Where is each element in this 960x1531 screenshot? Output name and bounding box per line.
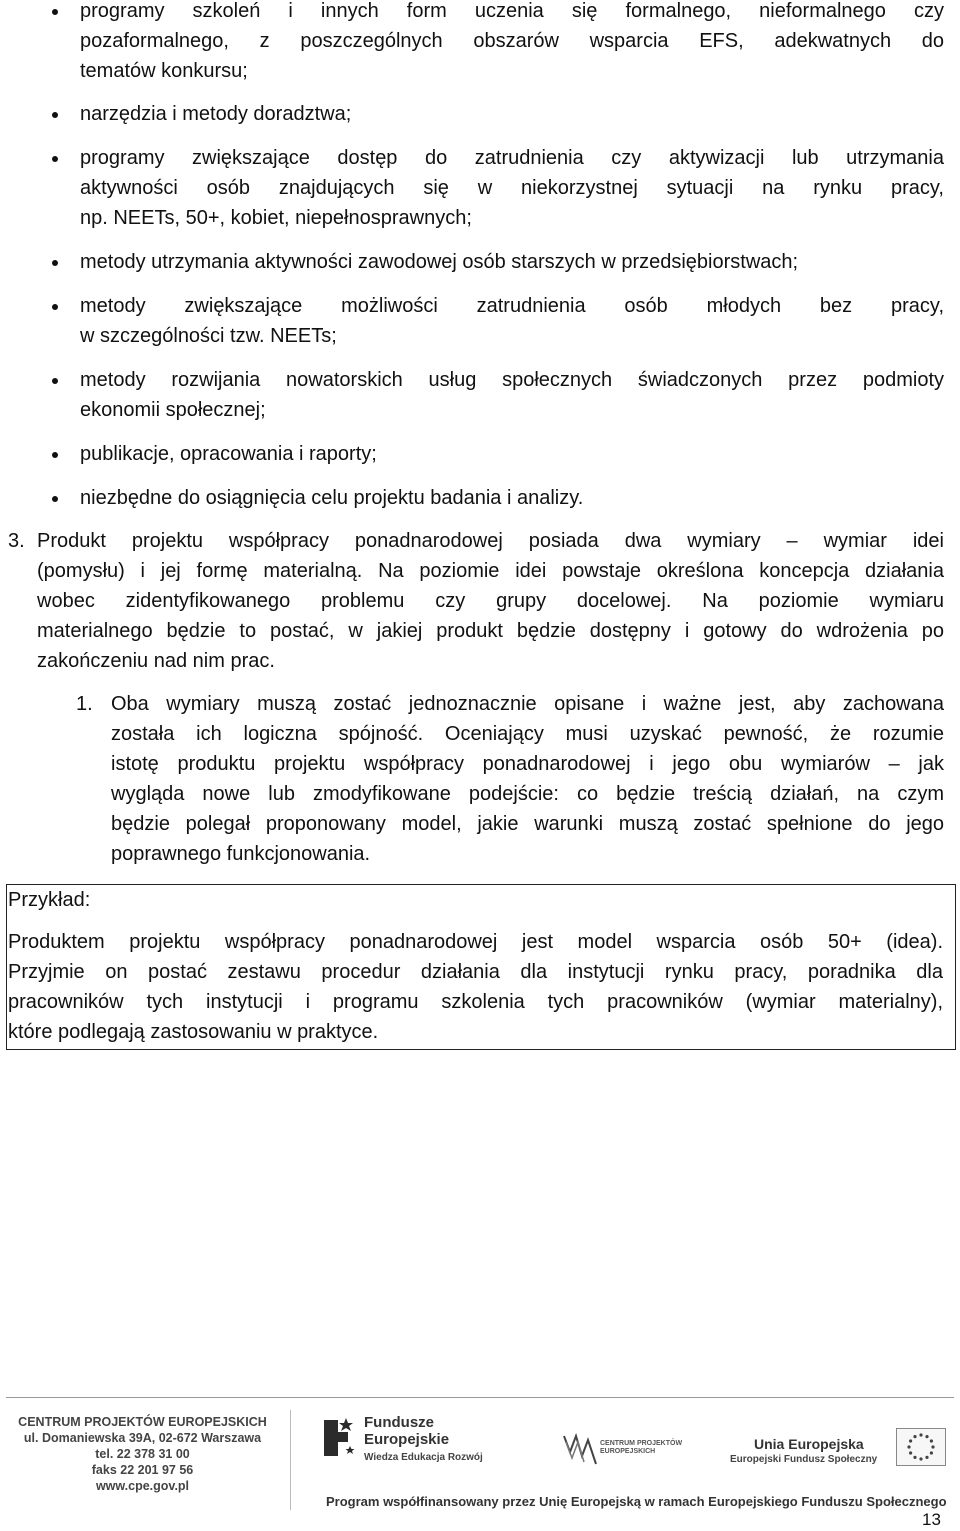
page-number: 13: [922, 1510, 941, 1529]
example-paragraph: [8, 927, 943, 1047]
text-line: które podlegają zastosowaniu w praktyce.: [8, 1021, 379, 1043]
text-line: Przyjmie on postać zestawu procedur działania dla instytucji rynku pracy, poradnika dla: [8, 961, 943, 983]
text-line: pozaformalnego, z poszczególnych obszarów wsparcia EFS, adekwatnych do: [80, 30, 944, 52]
text-line: np. NEETs, 50+, kobiet, niepełnosprawnych;: [80, 207, 472, 229]
cpe-logo: [562, 1430, 682, 1480]
text-line: metody zwiększające możliwości zatrudnienia osób młodych bez pracy,: [80, 295, 944, 317]
text-line: istotę produktu projektu współpracy ponadnarodowej i jego obu wymiarów – jak: [111, 753, 944, 775]
text-line: aktywności osób znajdujących się w niekorzystnej sytuacji na rynku pracy,: [80, 177, 944, 199]
text-line: programy szkoleń i innych form uczenia się formalnego, nieformalnego czy: [80, 0, 944, 22]
org-street: ul. Domaniewska 39A, 02-672 Warszawa: [23, 1431, 262, 1445]
text-line: wygląda nowe lub zmodyfikowane podejście: co będzie treścią działań, na czym: [111, 783, 944, 805]
text-line: została ich logiczna spójność. Oceniający musi uzyskać pewność, że rozumie: [111, 723, 944, 745]
bullet-dot: [52, 378, 58, 384]
bullet-item-4: [80, 247, 944, 277]
bullet-item-7: [80, 439, 944, 469]
bullet-item-3: [80, 143, 944, 233]
subpoint-paragraph: [111, 689, 944, 869]
bullet-item-8: [80, 483, 944, 513]
subpoint-number: 1.: [76, 693, 93, 715]
text-line: publikacje, opracowania i raporty;: [80, 443, 377, 465]
eu-stars-icon: [897, 1429, 945, 1465]
text-line: niezbędne do osiągnięcia celu projektu badania i analizy.: [80, 487, 584, 509]
fe-title-line-1: Fundusze: [364, 1414, 434, 1431]
bullet-dot: [52, 9, 58, 15]
bullet-dot: [52, 260, 58, 266]
unia-europejska-logo: [726, 1428, 946, 1488]
bullet-item-5: [80, 291, 944, 351]
cpe-swoosh-icon: [562, 1430, 598, 1470]
text-line: Produkt projektu współpracy ponadnarodowej posiada dwa wymiary – wymiar idei: [37, 530, 944, 552]
org-website: www.cpe.gov.pl: [95, 1479, 190, 1493]
footer-address: [10, 1414, 275, 1494]
example-box: [6, 884, 956, 1050]
example-label: Przykład:: [8, 889, 91, 911]
text-line: poprawnego funkcjonowania.: [111, 843, 371, 865]
cpe-text: [600, 1440, 682, 1456]
fe-title-line-2: Europejskie: [364, 1431, 450, 1448]
bullet-dot: [52, 304, 58, 310]
cpe-line-2: EUROPEJSKICH: [600, 1448, 656, 1455]
bullet-item-6: [80, 365, 944, 425]
fundusze-europejskie-logo: [318, 1414, 498, 1484]
text-line: narzędzia i metody doradztwa;: [80, 103, 352, 125]
text-line: tematów konkursu;: [80, 60, 248, 82]
org-fax: faks 22 201 97 56: [91, 1463, 194, 1477]
bullet-dot: [52, 496, 58, 502]
text-line: Produktem projektu współpracy ponadnarodowej jest model wsparcia osób 50+ (idea).: [8, 931, 943, 953]
text-line: materialnego będzie to postać, w jakiej produkt będzie dostępny i gotowy do wdrożenia po: [37, 620, 944, 642]
section-3-paragraph: [37, 526, 944, 676]
text-line: programy zwiększające dostęp do zatrudnienia czy aktywizacji lub utrzymania: [80, 147, 944, 169]
footer-divider: [6, 1397, 954, 1398]
fe-stars-icon: [318, 1416, 358, 1460]
cpe-line-1: CENTRUM PROJEKTÓW: [600, 1440, 683, 1447]
text-line: ekonomii społecznej;: [80, 399, 266, 421]
section-3-number: 3.: [8, 530, 25, 552]
text-line: w szczególności tzw. NEETs;: [80, 325, 337, 347]
org-phone: tel. 22 378 31 00: [95, 1447, 190, 1461]
text-line: (pomysłu) i jej formę materialną. Na poziomie idei powstaje określona koncepcja działania: [37, 560, 944, 582]
bullet-dot: [52, 452, 58, 458]
bullet-dot: [52, 112, 58, 118]
text-line: pracowników tych instytucji i programu szkolenia tych pracowników (wymiar materialny),: [8, 991, 943, 1013]
footer-vertical-divider: [290, 1410, 291, 1510]
text-line: wobec zidentyfikowanego problemu czy grupy docelowej. Na poziomie wymiaru: [37, 590, 944, 612]
text-line: zakończeniu nad nim prac.: [37, 650, 275, 672]
bullet-item-2: [80, 99, 944, 129]
org-name: CENTRUM PROJEKTÓW EUROPEJSKICH: [18, 1415, 267, 1429]
fe-subtitle: Wiedza Edukacja Rozwój: [364, 1452, 483, 1463]
fe-title: [364, 1414, 449, 1448]
ue-title: Unia Europejska: [754, 1436, 864, 1452]
bullet-item-1: [80, 0, 944, 86]
text-line: metody rozwijania nowatorskich usług społecznych świadczonych przez podmioty: [80, 369, 944, 391]
ue-subtitle: Europejski Fundusz Społeczny: [730, 1454, 878, 1465]
text-line: metody utrzymania aktywności zawodowej osób starszych w przedsiębiorstwach;: [80, 251, 799, 273]
bullet-dot: [52, 156, 58, 162]
eu-flag-icon: [896, 1428, 946, 1466]
cofinancing-note: Program współfinansowany przez Unię Europejską w ramach Europejskiego Funduszu Społecznego: [326, 1494, 947, 1509]
text-line: będzie polegał proponowany model, jakie warunki muszą zostać spełnione do jego: [111, 813, 944, 835]
text-line: Oba wymiary muszą zostać jednoznacznie opisane i ważne jest, aby zachowana: [111, 693, 944, 715]
